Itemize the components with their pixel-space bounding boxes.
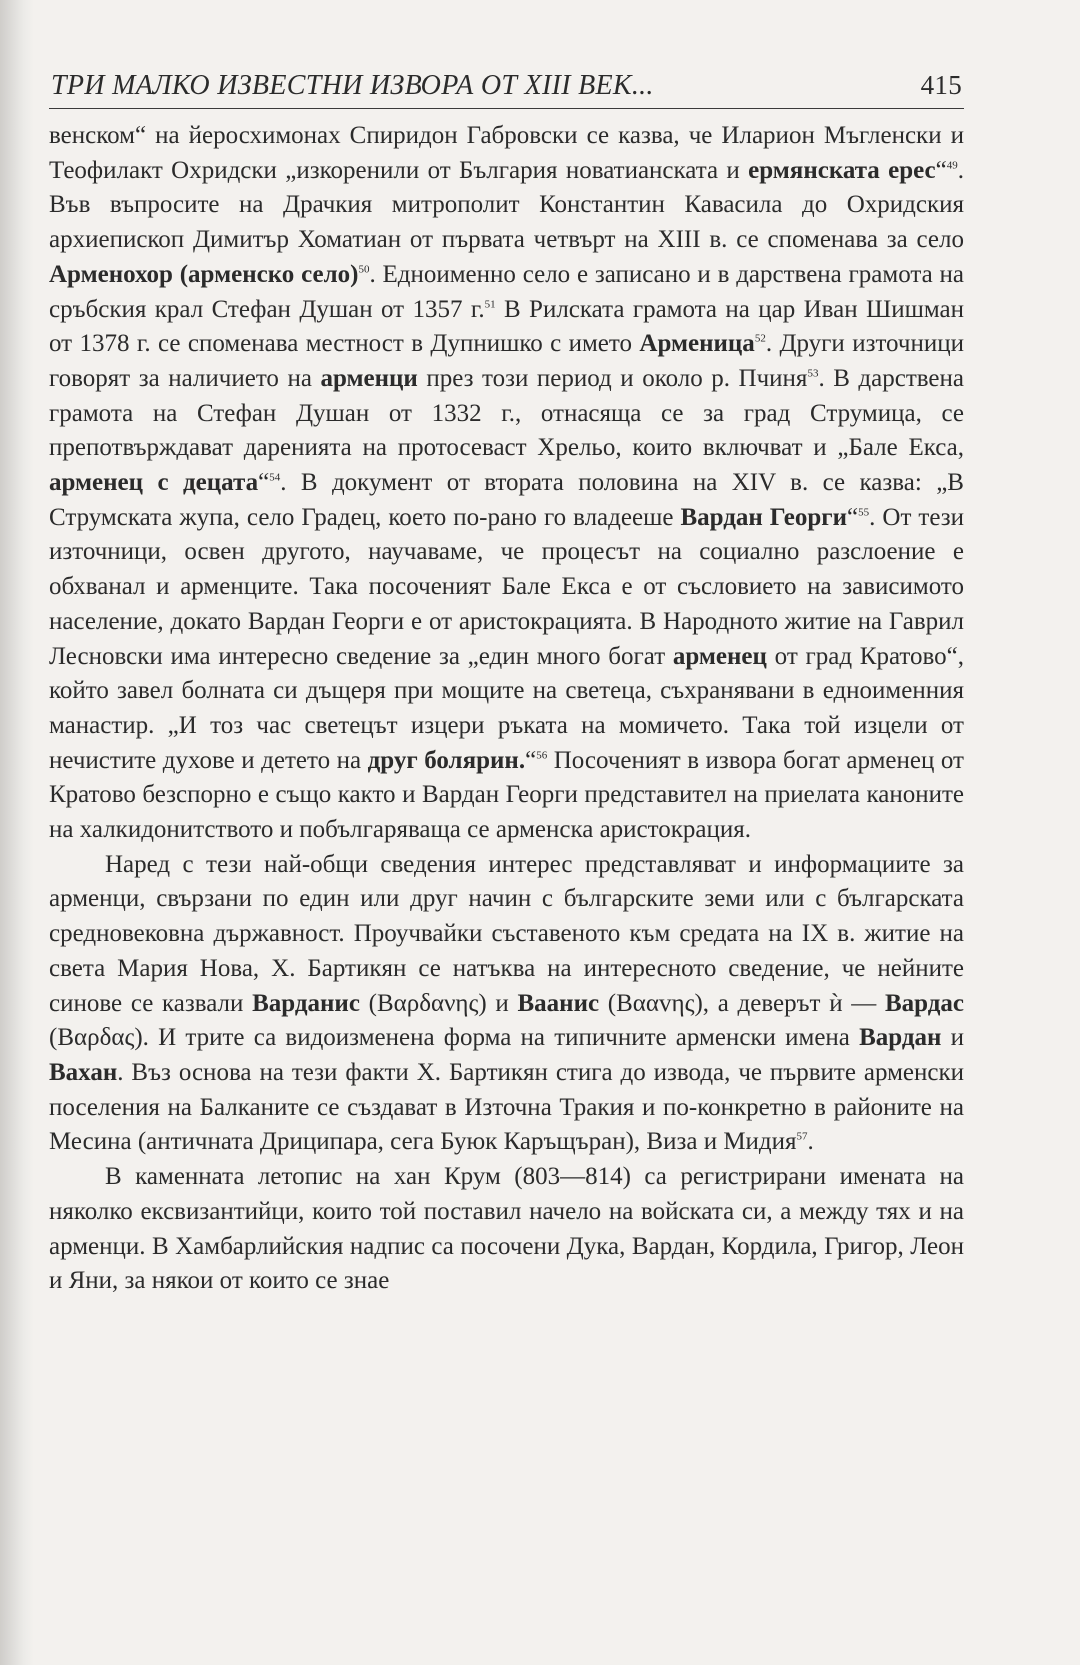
bold-term: арменци: [320, 364, 418, 392]
paragraph: [49, 1160, 964, 1299]
bold-term: ермянската ерес: [748, 156, 936, 184]
text-run: венском“ на йеросхимонах Спиридон Габровски се казва, че Иларион Мъгленски и Теофилакт Охридски „изкоренили от България новатианската и: [49, 122, 964, 184]
text-run: В Рилската грамота на цар Иван Шишман от 1378 г. се споменава местност в Дупнишко с името: [49, 295, 964, 358]
footnote-ref: 55: [858, 506, 870, 519]
text-run: В каменната летопис на хан Крум (803—814) са регистрирани имената на няколко ексвизантийци, които той поставил начело на войската си, а между тях и на арменци. В Хамбарлийския надпис са посочени Дука, Вардан, Кордила, Григор, Леон и Яни, за някои от които се знае: [49, 1163, 964, 1295]
bold-term: Варданис: [252, 989, 360, 1017]
text-run: “: [935, 156, 947, 184]
running-header-title: ТРИ МАЛКО ИЗВЕСТНИ ИЗВОРА ОТ XIII ВЕК...: [51, 70, 654, 101]
bold-term: арменец с децата: [49, 469, 259, 497]
bold-term: Вахан: [49, 1058, 118, 1086]
bold-term: Вардас: [885, 989, 964, 1017]
bold-term: Вардан Георги: [680, 503, 848, 531]
text-run: “: [258, 469, 270, 497]
text-run: . Във въпросите на Драчкия митрополит Константин Кавасила до Охридския архиепископ Димитър Хоматиан от първата четвърт на XIII в. се споменава за село: [49, 156, 965, 254]
text-run: (Βαρδας). И трите са видоизменена форма на типичните арменски имена: [49, 1024, 860, 1052]
page-number: 415: [920, 70, 962, 100]
footnote-ref: 56: [536, 749, 548, 762]
bold-term: Ваанис: [517, 989, 600, 1017]
bold-term: друг болярин.: [367, 746, 526, 774]
text-run: през този период и около р. Пчиня: [417, 364, 808, 392]
text-run: . Въз основа на тези факти Х. Бартикян стига до извода, че първите арменски поселения на Балканите се създават в Източна Тракия и по-конкретно в районите на Месина (античната Дриципара, сега Буюк Каръщъран), Виза и Мидия: [49, 1058, 964, 1156]
text-run: (Βαρδανης) и: [359, 989, 518, 1017]
text-run: . В документ от втората половина на XIV в. се казва: „В Струмската жупа, село Градец, което по-рано го владееше: [49, 469, 964, 531]
book-page: [49, 70, 964, 1299]
footnote-ref: 50: [358, 263, 370, 276]
page-gutter-shadow: [0, 0, 34, 1665]
bold-term: Вардан: [859, 1024, 942, 1052]
paragraph: [49, 119, 964, 848]
text-run: Наред с тези най-общи сведения интерес представляват и информациите за арменци, свързани по един или друг начин с българските земи или с българската средновековна държавност. Проучвайки съставеното към средата на IX в. житие на света Мария Нова, Х. Бартикян се натъква на интересното сведение, че нейните синове се казвали: [49, 850, 964, 1017]
footnote-ref: 54: [269, 471, 281, 484]
paragraph: [49, 848, 964, 1160]
text-run: от град Кратово“, който завел болната си дъщеря при мощите на светеца, съхранявани в едноименния манастир. „И тоз час светецът изцери ръката на момичето. Така той изцели от нечистите духове и детето на: [49, 642, 964, 774]
text-run: (Βααvης), а деверът ѝ —: [599, 989, 885, 1017]
text-run: . От тези източници, освен другото, научаваме, че процесът на социално разслоение е обхванал и арменците. Така посоченият Бале Екса е от съсловието на зависимото население, докато Вардан Георги е от аристокрацията. В Народното житие на Гаврил Лесновски има интересно сведение за „един много богат: [49, 503, 965, 670]
footnote-ref: 57: [796, 1131, 808, 1144]
text-run: .: [807, 1128, 814, 1156]
footnote-ref: 52: [754, 332, 766, 345]
footnote-ref: 51: [484, 298, 496, 311]
body-text: [49, 119, 964, 1299]
footnote-ref: 49: [946, 159, 958, 172]
bold-term: Арменохор (арменско село): [49, 260, 359, 288]
bold-term: Арменица: [639, 330, 755, 358]
text-run: и: [941, 1024, 964, 1052]
footnote-ref: 53: [807, 367, 819, 380]
text-run: . Едноименно село е записано и в дарствена грамота на сръбския крал Стефан Душан от 1357 г.: [49, 260, 964, 323]
text-run: Посоченият в извора богат арменец от Кратово безспорно е също както и Вардан Георги представител на приелата каноните на халкидонитството и побългаряваща се арменска аристокрация.: [49, 746, 964, 844]
bold-term: арменец: [672, 642, 767, 670]
running-header: [49, 70, 964, 109]
text-run: “: [525, 746, 537, 774]
text-run: . В дарствена грамота на Стефан Душан от 1332 г., отнасяща се за град Струмица, се препотвърждават даренията на протосеваст Хрельо, които включват и „Бале Екса,: [49, 364, 964, 462]
text-run: “: [847, 503, 859, 531]
text-run: . Други източници говорят за наличието на: [49, 330, 964, 392]
